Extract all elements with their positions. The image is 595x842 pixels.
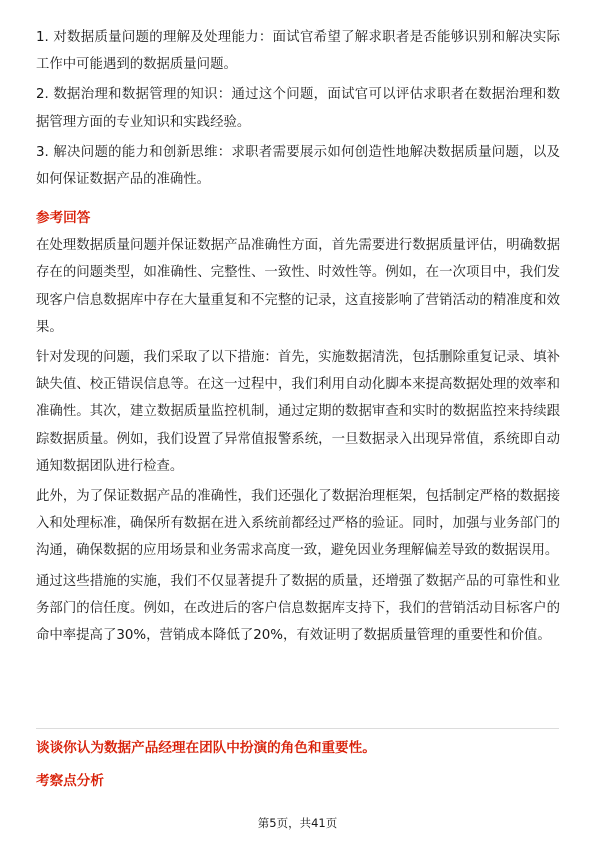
- answer-paragraph-3: 此外，为了保证数据产品的准确性，我们还强化了数据治理框架，包括制定严格的数据接入和处理标准，确保所有数据在进入系统前都经过严格的验证。同时，加强与业务部门的沟通，确保数据的应用场景和业务需求高度一致，避免因业务理解偏差导致的数据误用。: [36, 489, 560, 559]
- page-footer: 第5页，共41页: [257, 816, 338, 830]
- answer-paragraph-2: 针对发现的问题，我们采取了以下措施：首先，实施数据清洗，包括删除重复记录、填补缺失值、校正错误信息等。在这一过程中，我们利用自动化脚本来提高数据处理的效率和准确性。其次，建立数据质量监控机制，通过定期的数据审查和实时的数据监控来持续跟踪数据质量。例如，我们设置了异常值报警系统，一旦数据录入出现异常值，系统即自动通知数据团队进行检查。: [36, 350, 560, 474]
- answer-heading: 参考回答: [36, 210, 91, 227]
- point-3: 3. 解决问题的能力和创新思维：求职者需要展示如何创造性地解决数据质量问题，以及如何保证数据产品的准确性。: [36, 144, 560, 188]
- point-2: 2. 数据治理和数据管理的知识：通过这个问题，面试官可以评估求职者在数据治理和数据管理方面的专业知识和实践经验。: [36, 87, 560, 130]
- next-question: 谈谈你认为数据产品经理在团队中扮演的角色和重要性。: [36, 740, 376, 756]
- point-1: 1. 对数据质量问题的理解及处理能力：面试官希望了解求职者是否能够识别和解决实际工作中可能遇到的数据质量问题。: [36, 30, 560, 73]
- page-body: [36, 24, 560, 649]
- answer-paragraph-1: 在处理数据质量问题并保证数据产品准确性方面，首先需要进行数据质量评估，明确数据存在的问题类型，如准确性、完整性、一致性、时效性等。例如，在一次项目中，我们发现客户信息数据库中存在大量重复和不完整的记录，这直接影响了营销活动的精准度和效果。: [36, 238, 560, 335]
- answer-paragraph-4: 通过这些措施的实施，我们不仅显著提升了数据的质量，还增强了数据产品的可靠性和业务部门的信任度。例如，在改进后的客户信息数据库支持下，我们的营销活动目标客户的命中率提高了30%，营销成本降低了20%，有效证明了数据质量管理的重要性和价值。: [36, 573, 560, 644]
- analysis-heading: 考察点分析: [36, 773, 104, 789]
- section-divider: [36, 728, 559, 729]
